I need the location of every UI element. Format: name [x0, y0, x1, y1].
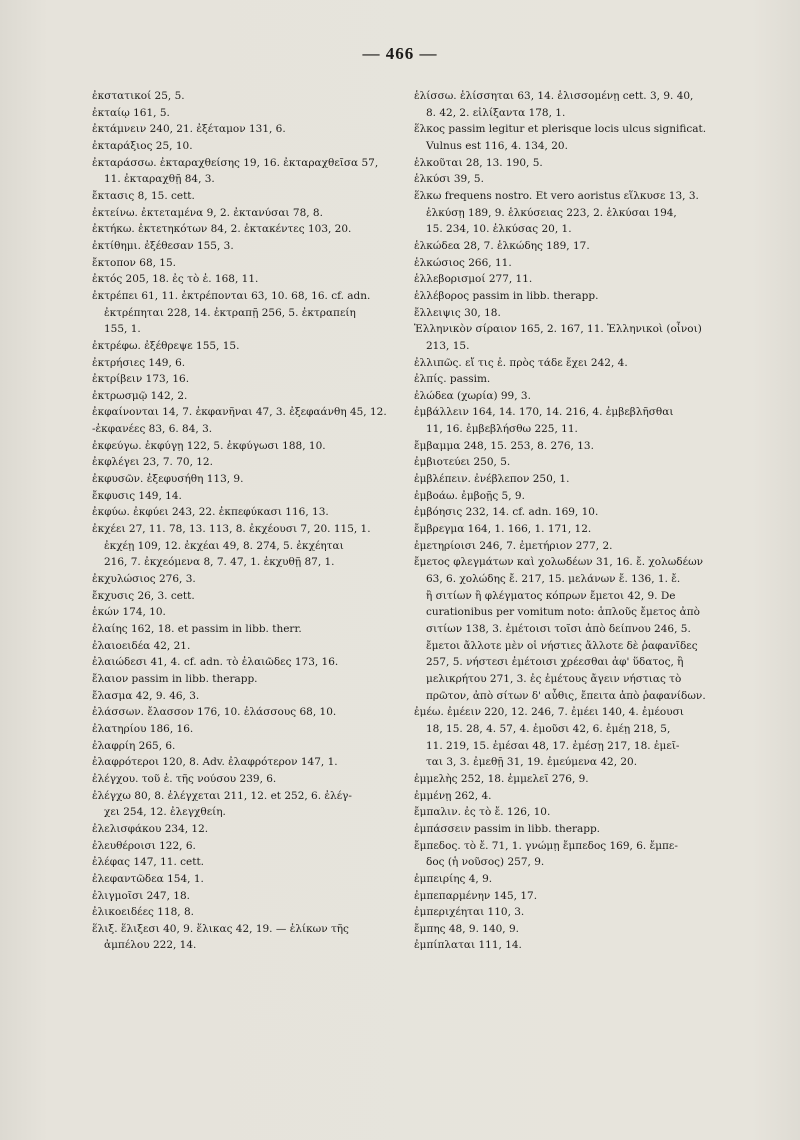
- index-entry-line: ἔμβαμμα 248, 15. 253, 8. 276, 13.: [414, 439, 594, 452]
- index-entry-line: ἐλλιπῶς. εἴ τις ἐ. πρὸς τάδε ἔχει 242, 4.: [414, 356, 628, 369]
- index-entry-line: ἐκτρωσμῷ 142, 2.: [92, 389, 188, 402]
- index-entry-line: ἐλελισφάκου 234, 12.: [92, 822, 209, 835]
- index-entry-line: 63, 6. χολώδης ἔ. 217, 15. μελάνων ἔ. 136, 1. ἔ.: [426, 573, 681, 586]
- index-entry-line: ἔμπαλιν. ἐς τὸ ἔ. 126, 10.: [414, 806, 551, 819]
- index-entry-line: ἐκστατικοί 25, 5.: [92, 90, 185, 102]
- index-entry-line: ἐλαφρίη 265, 6.: [92, 739, 176, 752]
- index-entry-line: ἀμπέλου 222, 14.: [104, 939, 197, 952]
- index-entry-line: ἐμβόησις 232, 14. cf. adn. 169, 10.: [414, 506, 599, 519]
- index-entry-line: curationibus per vomitum noto: ἁπλοῦς ἔμετος ἀπὸ: [426, 606, 700, 619]
- index-entry-line: ἐμβιοτεύει 250, 5.: [414, 456, 511, 469]
- index-entry-line: ἔμπης 48, 9. 140, 9.: [414, 922, 519, 935]
- index-entry-line: ἐκχέῃ 109, 12. ἐκχέαι 49, 8. 274, 5. ἐκχέηται: [104, 539, 344, 552]
- index-entry-line: ἐλέγχω 80, 8. ἐλέγχεται 211, 12. et 252, 6. ἐλέγ-: [92, 789, 352, 802]
- index-entry-line: μελικρήτου 271, 3. ἐς ἐμέτους ἄγειν νήστιας τὸ: [426, 672, 682, 685]
- index-entry-line: ἐκφεύγω. ἐκφύγῃ 122, 5. ἐκφύγωσι 188, 10.: [92, 439, 326, 452]
- index-entry-line: ἐλαφρότεροι 120, 8. Adv. ἐλαφρότερον 147, 1.: [92, 756, 338, 769]
- index-entry-line: Vulnus est 116, 4. 134, 20.: [426, 139, 568, 152]
- index-entry-line: ἐμπίπλαται 111, 14.: [414, 939, 522, 952]
- index-entry-line: πρῶτον, ἀπὸ σίτων δ' αὖθις, ἔπειτα ἀπὸ ῥαφανίδων.: [426, 689, 706, 702]
- index-entry-line: σιτίων 138, 3. ἐμέτοισι τοῖσι ἀπὸ δείπνου 246, 5.: [426, 623, 691, 635]
- index-entry-line: ἑλκώσιος 266, 11.: [414, 256, 512, 269]
- index-entry-line: ἔλλειψις 30, 18.: [414, 306, 501, 319]
- index-entry-line: ἐκτρέφω. ἐξέθρεψε 155, 15.: [92, 339, 240, 352]
- index-entry-line: ἐμβλέπειν. ἐνέβλεπον 250, 1.: [414, 473, 570, 486]
- index-entry-line: -ἐκφανέες 83, 6. 84, 3.: [92, 423, 213, 436]
- index-entry-line: ἐλάσσων. ἔλασσον 176, 10. ἐλάσσους 68, 10.: [92, 706, 337, 719]
- index-entry-line: 11. ἐκταραχθῇ 84, 3.: [104, 173, 215, 186]
- index-entry-line: ἐμπάσσειν passim in libb. therapp.: [414, 822, 601, 835]
- index-entry-line: 15. 234, 10. ἑλκύσας 20, 1.: [426, 223, 572, 236]
- index-entry-line: ἕλκος passim legitur et plerisque locis ulcus significat.: [414, 123, 707, 136]
- index-entry-line: ἐλατηρίου 186, 16.: [92, 722, 194, 735]
- index-entry-line: ἑλλεβορισμοί 277, 11.: [414, 273, 533, 286]
- index-entry-line: ἑλίσσω. ἑλίσσηται 63, 14. ἑλισσομένῃ cett. 3, 9. 40,: [414, 90, 694, 102]
- index-entry-line: ἐκχέει 27, 11. 78, 13. 113, 8. ἐκχέουσι 7, 20. 115, 1.: [92, 523, 371, 536]
- index-entry-line: ἢ σιτίων ἢ φλέγματος κόπρων ἔμετοι 42, 9. De: [426, 589, 676, 602]
- index-entry-line: ἑλκύσι 39, 5.: [414, 173, 484, 186]
- index-entry-line: ἐλαιώδεσι 41, 4. cf. adn. τὸ ἐλαιῶδες 173, 16.: [92, 656, 339, 669]
- index-entry-line: ἑκών 174, 10.: [92, 606, 166, 619]
- index-entry-line: ἐλέγχου. τοῦ ἐ. τῆς νούσου 239, 6.: [92, 772, 277, 785]
- index-entry-line: ἑλκώδεα 28, 7. ἑλκώδης 189, 17.: [414, 239, 590, 252]
- index-entry-line: ἐκτρέπει 61, 11. ἐκτρέπονται 63, 10. 68, 16. cf. adn.: [92, 289, 371, 302]
- index-entry-line: ἐμέω. ἐμέειν 220, 12. 246, 7. ἐμέει 140, 4. ἐμέουσι: [414, 706, 684, 719]
- page-number: — 466 —: [362, 44, 438, 63]
- index-entry-line: 257, 5. νήστεσι ἐμέτοισι χρέεσθαι ἀφ' ὕδατος, ἢ: [426, 656, 684, 669]
- right-column: [414, 88, 736, 954]
- index-entry-line: ἔμετος φλεγμάτων καὶ χολωδέων 31, 16. ἔ. χολωδέων: [414, 556, 704, 569]
- index-entry-line: ἐκτείνω. ἐκτεταμένα 9, 2. ἐκτανύσαι 78, 8.: [92, 206, 323, 219]
- index-entry-line: ἐλαιοειδέα 42, 21.: [92, 639, 191, 652]
- index-entry-line: ἐλεφαντῶδεα 154, 1.: [92, 872, 204, 885]
- index-entry-line: ἐκφύω. ἐκφύει 243, 22. ἐκπεφύκασι 116, 13.: [92, 506, 329, 519]
- index-entry-line: ἐκφλέγει 23, 7. 70, 12.: [92, 456, 213, 469]
- index-entry-line: ἐμπεπαρμένην 145, 17.: [414, 889, 538, 902]
- index-entry-line: ἐμβοάω. ἐμβοῇς 5, 9.: [414, 489, 525, 502]
- index-entry-line: ἐλπίς. passim.: [414, 373, 491, 386]
- index-entry-line: 11, 16. ἐμβεβλήσθω 225, 11.: [426, 423, 578, 436]
- index-entry-line: ἐκταράσσω. ἐκταραχθείσης 19, 16. ἐκταραχθεῖσα 57,: [92, 156, 379, 169]
- index-entry-line: ἐκτήκω. ἐκτετηκότων 84, 2. ἐκτακέντες 103, 20.: [92, 223, 352, 236]
- index-entry-line: ἐκχυλώσιος 276, 3.: [92, 573, 196, 586]
- index-entry-line: ἐλώδεα (χωρία) 99, 3.: [414, 389, 531, 402]
- index-entry-line: 11. 219, 15. ἐμέσαι 48, 17. ἐμέσῃ 217, 18. ἐμεῖ-: [426, 739, 680, 752]
- index-entry-line: ἔμπεδος. τὸ ἔ. 71, 1. γνώμῃ ἔμπεδος 169, 6. ἔμπε-: [414, 839, 678, 852]
- index-entry-line: ἐκτρήσιες 149, 6.: [92, 356, 186, 369]
- left-column: [92, 88, 410, 954]
- index-entry-line: ἑλκύσῃ 189, 9. ἑλκύσειας 223, 2. ἑλκύσαι 194,: [426, 206, 677, 219]
- index-entry-line: ἑλλέβορος passim in libb. therapp.: [414, 289, 599, 302]
- index-entry-line: ἐκτρίβειν 173, 16.: [92, 373, 190, 386]
- index-entry-line: ἐκτάμνειν 240, 21. ἐξέταμον 131, 6.: [92, 123, 286, 136]
- index-entry-line: 18, 15. 28, 4. 57, 4. ἐμοῦσι 42, 6. ἐμέῃ 218, 5,: [426, 722, 671, 735]
- index-entry-line: ἐμμένῃ 262, 4.: [414, 789, 492, 802]
- index-entry-line: ἐλέφας 147, 11. cett.: [92, 856, 205, 869]
- index-entry-line: ἔκτοπον 68, 15.: [92, 256, 177, 269]
- index-entry-line: ἐμετηρίοισι 246, 7. ἐμετήριον 277, 2.: [414, 539, 613, 552]
- index-entry-line: ἔμβρεγμα 164, 1. 166, 1. 171, 12.: [414, 523, 592, 536]
- index-entry-line: δος (ἡ νοῦσος) 257, 9.: [426, 856, 545, 869]
- index-entry-line: ἕλιξ. ἕλιξεσι 40, 9. ἕλικας 42, 19. — ἑλίκων τῆς: [92, 922, 349, 935]
- index-entry-line: ἐλικοειδέες 118, 8.: [92, 906, 195, 919]
- index-entry-line: 8. 42, 2. εἰλίξαντα 178, 1.: [426, 106, 566, 119]
- index-entry-line: ἔμετοι ἄλλοτε μὲν οἱ νήστιες ἄλλοτε δὲ ῥαφανῖδες: [426, 639, 698, 652]
- index-entry-line: ἐμβάλλειν 164, 14. 170, 14. 216, 4. ἐμβεβλῆσθαι: [414, 406, 674, 419]
- index-entry-line: 213, 15.: [426, 339, 470, 352]
- index-entry-line: ἐκφυσῶν. ἐξεφυσήθη 113, 9.: [92, 473, 244, 486]
- index-entry-line: ἐκτρέπηται 228, 14. ἐκτραπῇ 256, 5. ἐκτραπείη: [104, 306, 356, 319]
- index-entry-line: ἐμμελὴς 252, 18. ἐμμελεῖ 276, 9.: [414, 772, 589, 785]
- index-entry-line: ἐμπειρίης 4, 9.: [414, 872, 493, 885]
- index-entry-line: 216, 7. ἐκχεόμενα 8, 7. 47, 1. ἐκχυθῇ 87, 1.: [104, 556, 335, 569]
- index-entry-line: ἔκχυσις 26, 3. cett.: [92, 589, 195, 602]
- index-entry-line: ἔκτασις 8, 15. cett.: [92, 189, 195, 202]
- index-entry-line: ἐκτίθημι. ἐξέθεσαν 155, 3.: [92, 239, 234, 252]
- index-entry-line: ἔκφυσις 149, 14.: [92, 489, 182, 502]
- index-entry-line: ἑλκοῦται 28, 13. 190, 5.: [414, 156, 543, 169]
- index-entry-line: 155, 1.: [104, 323, 141, 336]
- index-entry-line: ἐμπεριχέηται 110, 3.: [414, 906, 525, 919]
- index-entry-line: ἔλαιον passim in libb. therapp.: [92, 672, 258, 685]
- index-entry-line: ται 3, 3. ἐμεθῇ 31, 19. ἐμεύμενα 42, 20.: [426, 756, 638, 769]
- index-entry-line: Ἑλληνικὸν σίραιον 165, 2. 167, 11. Ἑλληνικοὶ (οἶνοι): [414, 323, 702, 336]
- index-entry-line: ἐκταράξιος 25, 10.: [92, 139, 193, 152]
- index-entry-line: ἕλκω frequens nostro. Et vero aoristus εἵλκυσε 13, 3.: [414, 189, 699, 202]
- index-entry-line: ἐκφαίνονται 14, 7. ἐκφανῆναι 47, 3. ἐξεφαάνθη 45, 12.: [92, 406, 387, 419]
- index-entry-line: ἐλαίης 162, 18. et passim in libb. therr.: [92, 623, 302, 635]
- index-entry-line: ἐκτός 205, 18. ἐς τὸ ἐ. 168, 11.: [92, 273, 259, 286]
- index-entry-line: ἔλασμα 42, 9. 46, 3.: [92, 689, 200, 702]
- index-entry-line: ἐκταίῳ 161, 5.: [92, 106, 170, 119]
- index-entry-line: χει 254, 12. ἐλεγχθείη.: [104, 806, 226, 819]
- index-entry-line: ἐλευθέροισι 122, 6.: [92, 839, 196, 852]
- index-entry-line: ἐλιγμοῖσι 247, 18.: [92, 889, 190, 902]
